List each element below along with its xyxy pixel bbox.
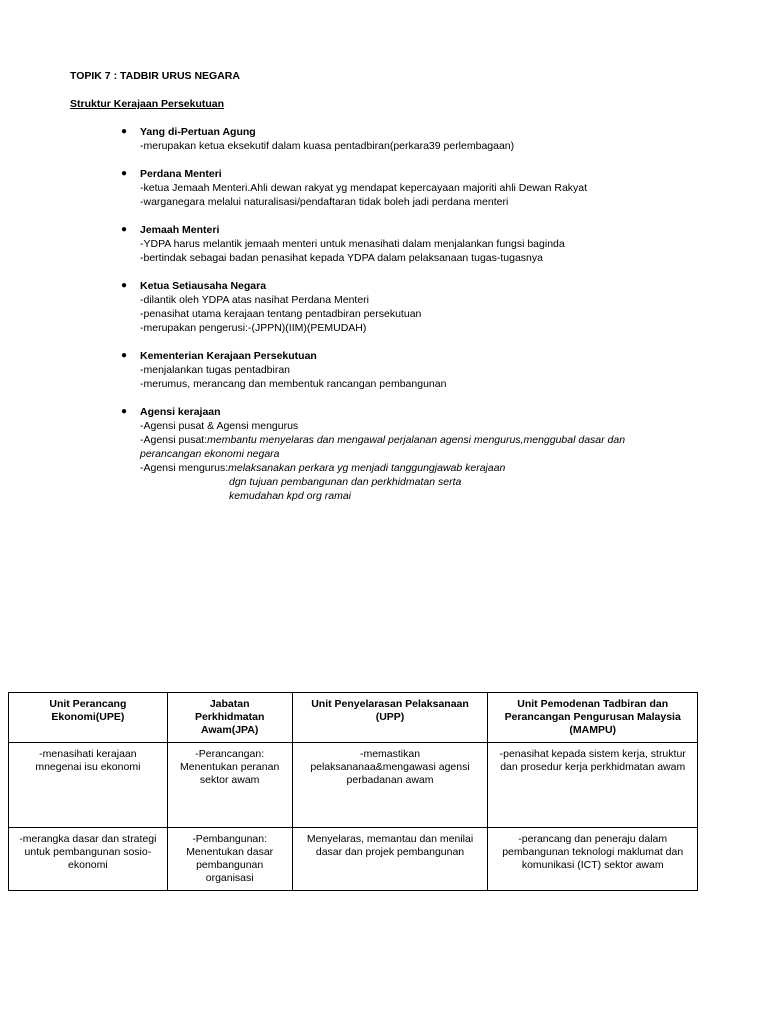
bullet-line: perancangan ekonomi negara (140, 448, 280, 460)
bullet-dot-icon: ● (121, 224, 128, 235)
table-cell: -penasihat kepada sistem kerja, struktur dan prosedur kerja perkhidmatan awam (488, 743, 698, 828)
bullet-heading: Yang di-Pertuan Agung (140, 126, 256, 138)
bullet-list (121, 125, 681, 517)
bullet-line (140, 461, 681, 475)
bullet-line-indented: dgn tujuan pembangunan dan perkhidmatan serta (229, 476, 462, 488)
line-italic-text: membantu menyelaras dan mengawal perjalanan agensi mengurus,menggubal dasar dan (207, 434, 626, 446)
bullet-heading: Ketua Setiausaha Negara (140, 280, 267, 292)
table-header-cell: Jabatan Perkhidmatan Awam(JPA) (167, 693, 292, 743)
bullet-heading: Perdana Menteri (140, 168, 222, 180)
bullet-line: -merumus, merancang dan membentuk rancangan pembangunan (140, 378, 447, 390)
bullet-dot-icon: ● (121, 168, 128, 179)
table-cell: -menasihati kerajaan mnegenai isu ekonomi (9, 743, 168, 828)
bullet-line: -penasihat utama kerajaan tentang pentadbiran persekutuan (140, 308, 422, 320)
table-row (9, 828, 698, 891)
bullet-line: -bertindak sebagai badan penasihat kepada YDPA dalam pelaksanaan tugas-tugasnya (140, 252, 543, 264)
bullet-line: -YDPA harus melantik jemaah menteri untuk menasihati dalam menjalankan fungsi baginda (140, 238, 565, 250)
table-cell: -memastikan pelaksananaa&mengawasi agensi perbadanan awam (292, 743, 488, 828)
bullet-line: -menjalankan tugas pentadbiran (140, 364, 291, 376)
line-prefix: -Agensi pusat: (140, 434, 208, 446)
bullet-item (121, 125, 681, 153)
section-subtitle: Struktur Kerajaan Persekutuan (70, 98, 225, 110)
bullet-item (121, 279, 681, 335)
bullet-dot-icon: ● (121, 126, 128, 137)
bullet-line: -Agensi pusat & Agensi mengurus (140, 420, 299, 432)
bullet-line: -dilantik oleh YDPA atas nasihat Perdana Menteri (140, 294, 369, 306)
document-title: TOPIK 7 : TADBIR URUS NEGARA (70, 70, 240, 82)
bullet-dot-icon: ● (121, 406, 128, 417)
table-header-cell: Unit Pemodenan Tadbiran dan Perancangan Pengurusan Malaysia (MAMPU) (488, 693, 698, 743)
bullet-dot-icon: ● (121, 350, 128, 361)
table-header-cell: Unit Perancang Ekonomi(UPE) (9, 693, 168, 743)
table-cell: -merangka dasar dan strategi untuk pembangunan sosio-ekonomi (9, 828, 168, 891)
bullet-line: -ketua Jemaah Menteri.Ahli dewan rakyat yg mendapat kepercayaan majoriti ahli Dewan Rakyat (140, 182, 588, 194)
bullet-heading: Agensi kerajaan (140, 406, 221, 418)
bullet-heading: Kementerian Kerajaan Persekutuan (140, 350, 317, 362)
table-header-cell: Unit Penyelarasan Pelaksanaan (UPP) (292, 693, 488, 743)
bullet-line: -merupakan ketua eksekutif dalam kuasa pentadbiran(perkara39 perlembagaan) (140, 140, 515, 152)
table-cell: -Pembangunan: Menentukan dasar pembangunan organisasi (167, 828, 292, 891)
bullet-line: -warganegara melalui naturalisasi/pendaftaran tidak boleh jadi perdana menteri (140, 196, 509, 208)
line-prefix: -Agensi mengurus: (140, 462, 229, 474)
bullet-item (121, 405, 681, 503)
table-cell: -perancang dan peneraju dalam pembangunan teknologi maklumat dan komunikasi (ICT) sektor awam (488, 828, 698, 891)
table-header-row (9, 693, 698, 743)
units-table (8, 692, 698, 891)
table-cell: Menyelaras, memantau dan menilai dasar dan projek pembangunan (292, 828, 488, 891)
bullet-line: -merupakan pengerusi:-(JPPN)(IIM)(PEMUDAH) (140, 322, 367, 334)
table-row (9, 743, 698, 828)
bullet-dot-icon: ● (121, 280, 128, 291)
bullet-item (121, 223, 681, 265)
bullet-line (140, 433, 681, 447)
line-italic-text: melaksanakan perkara yg menjadi tanggungjawab kerajaan (228, 462, 506, 474)
table-cell: -Perancangan: Menentukan peranan sektor awam (167, 743, 292, 828)
bullet-heading: Jemaah Menteri (140, 224, 220, 236)
bullet-line-indented: kemudahan kpd org ramai (229, 490, 351, 502)
bullet-item (121, 349, 681, 391)
bullet-item (121, 167, 681, 209)
